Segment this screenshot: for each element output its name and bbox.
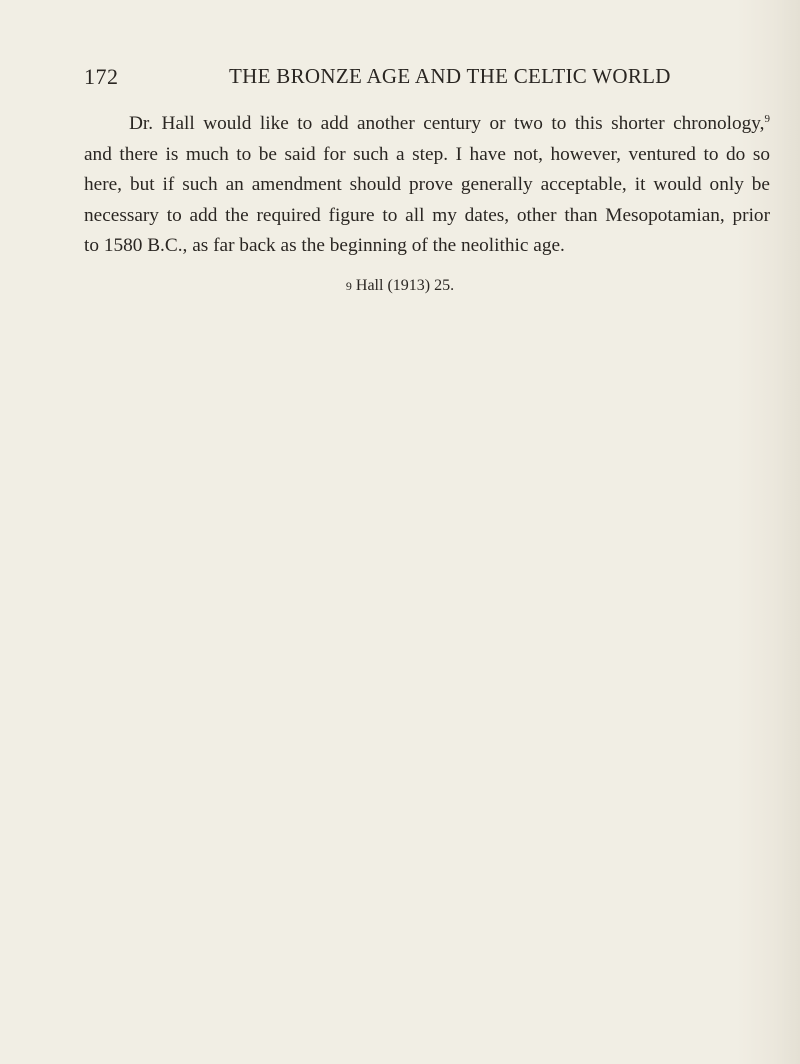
body-line: here, but if such an amendment should prove generally acceptable, it would only be — [84, 174, 770, 195]
footnote-text: Hall (1913) 25. — [355, 277, 455, 294]
body-line: to 1580 B.C., as far back as the beginning of the neolithic age. — [84, 235, 565, 256]
running-head — [84, 64, 700, 98]
footnote-reference: 9 — [764, 113, 770, 125]
running-title: THE BRONZE AGE AND THE CELTIC WORLD — [229, 64, 671, 88]
body-line: necessary to add the required figure to all my dates, other than Mesopotamian, prior — [84, 204, 770, 226]
page-number: 172 — [84, 64, 119, 89]
footnote-number: 9 — [345, 279, 352, 293]
body-line — [84, 109, 770, 140]
body-line: and there is much to be said for such a step. I have not, however, ventured to do so — [84, 143, 770, 165]
footnote — [0, 276, 800, 296]
body-paragraph — [84, 109, 770, 262]
body-line-text: Dr. Hall would like to add another century or two to this shorter chronology, — [129, 113, 765, 134]
